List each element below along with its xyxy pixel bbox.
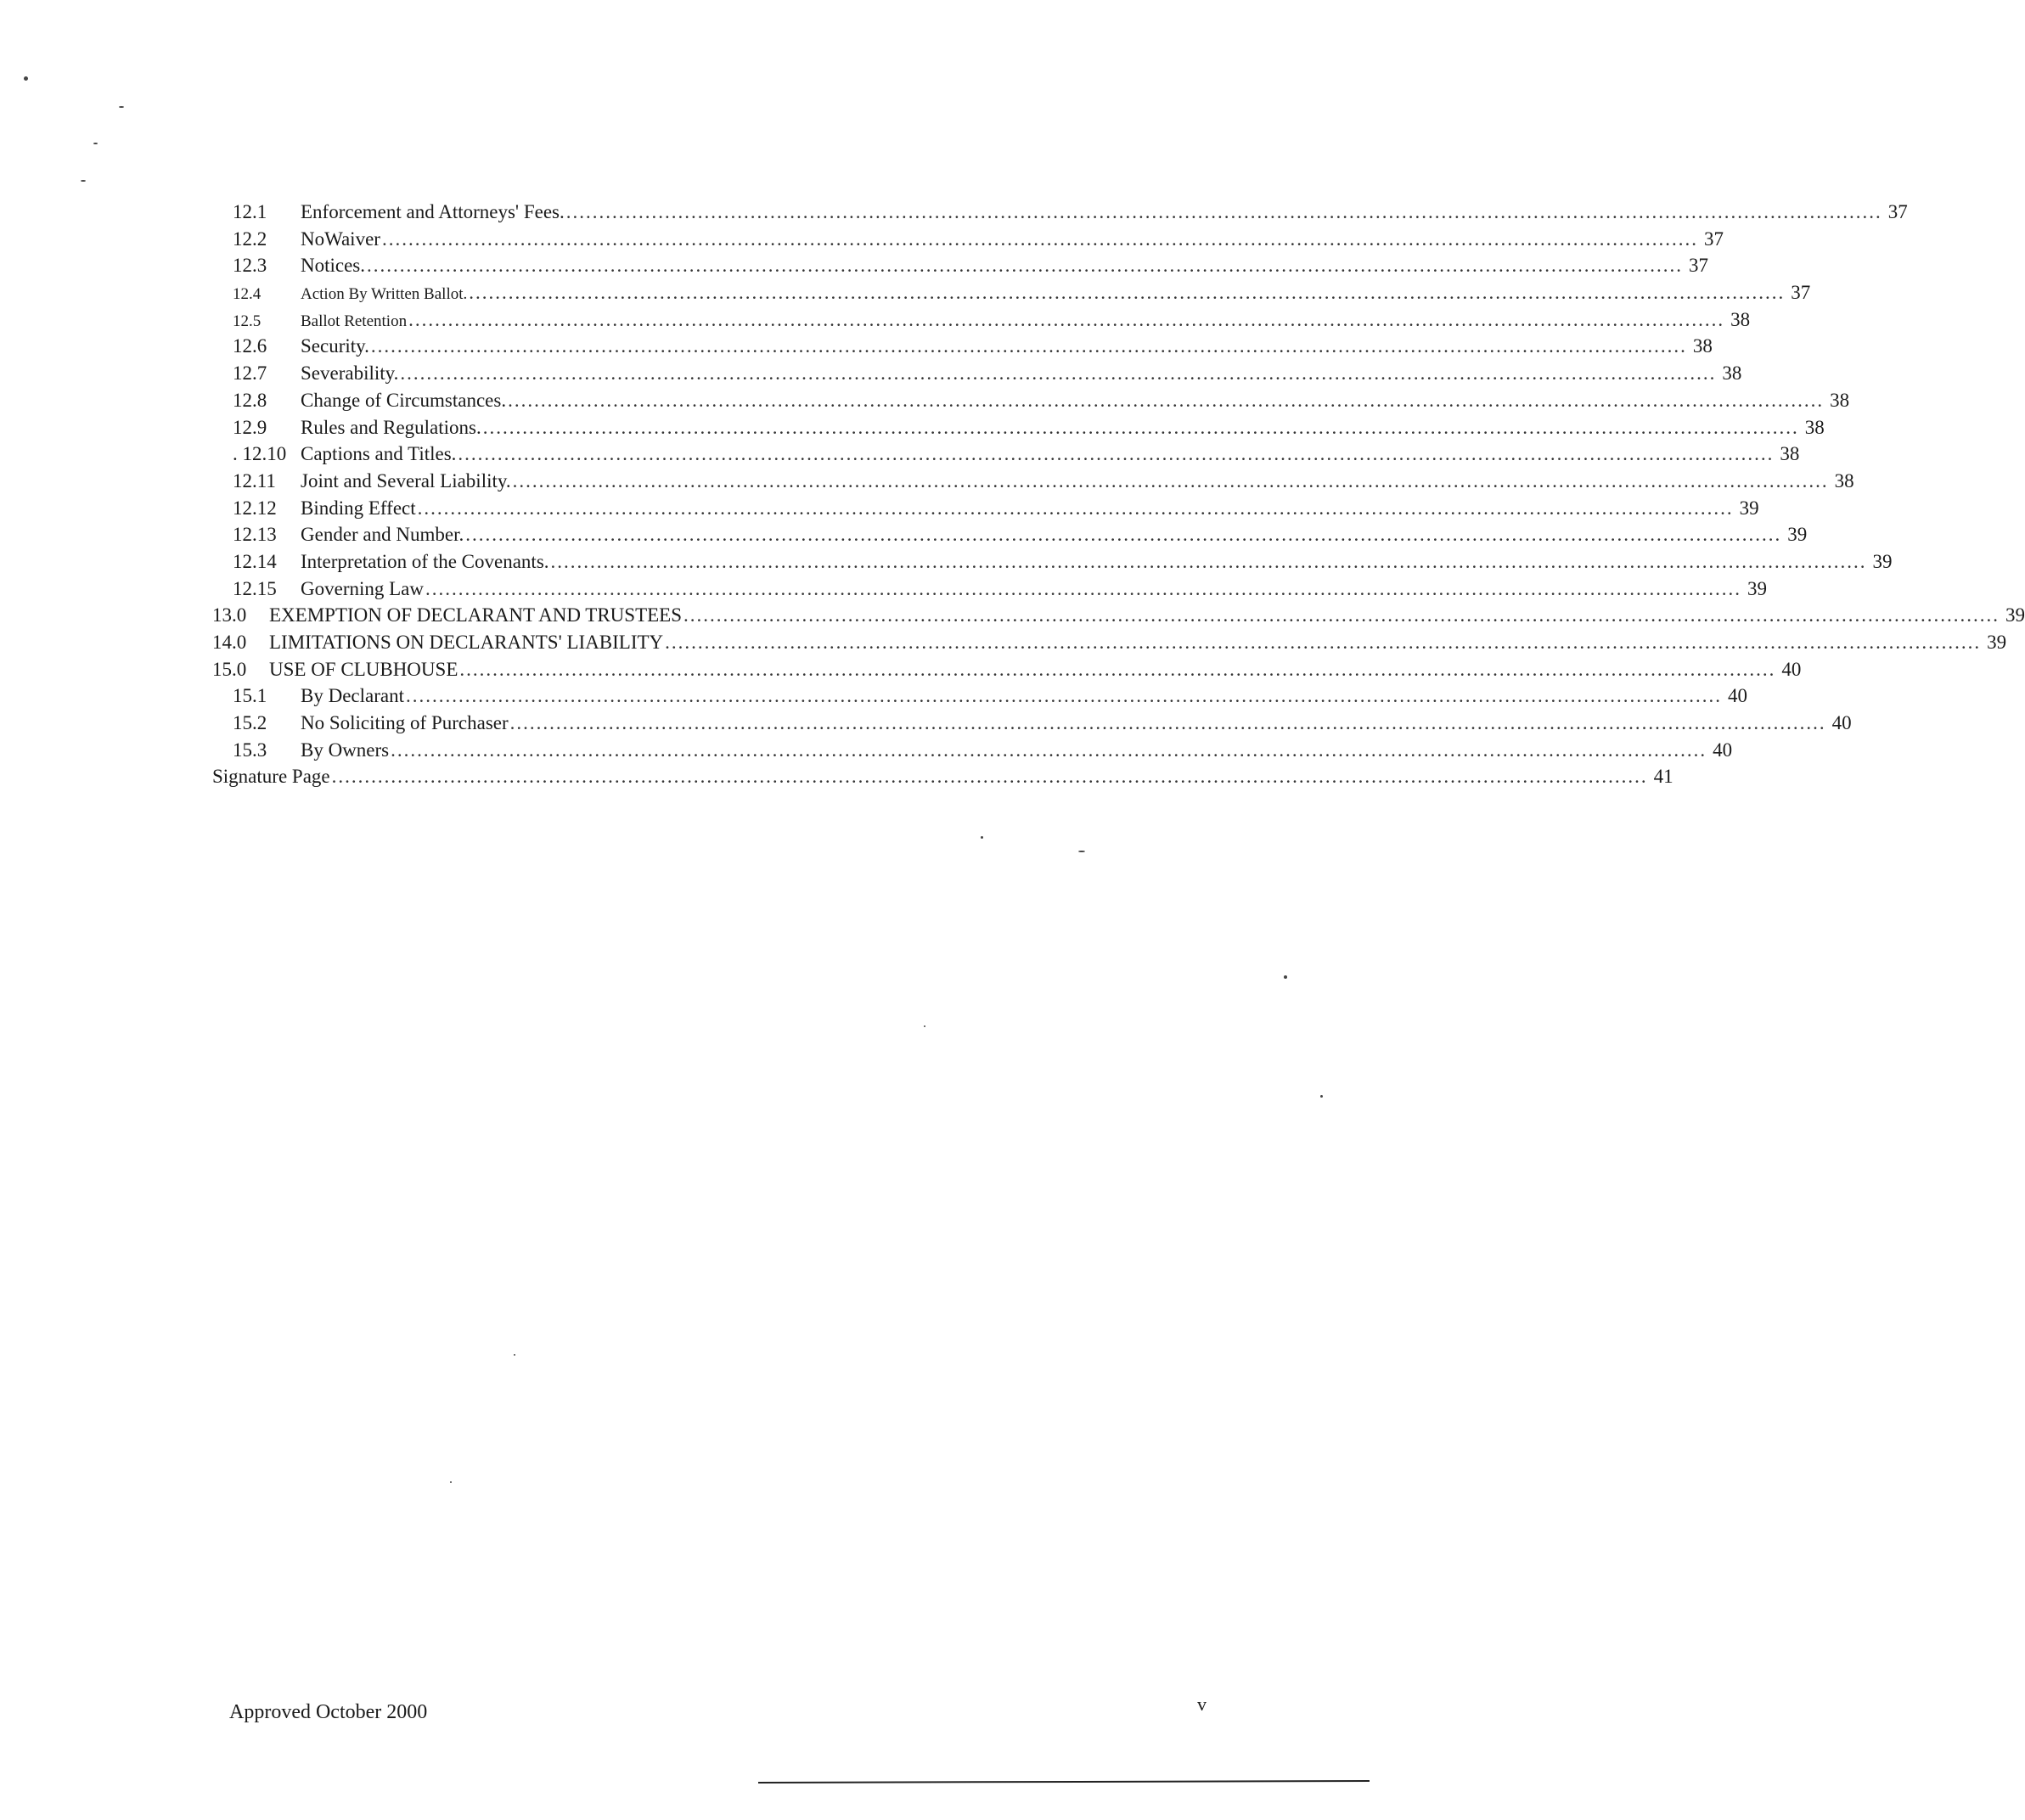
toc-leader-dots: ........................................................................................................................................................................................................ xyxy=(391,739,1707,761)
toc-leader-dots: ........................................................................................................................................................................................................ xyxy=(469,282,1786,304)
toc-entry xyxy=(212,387,1850,414)
toc-entry-page: 41 xyxy=(1653,766,1673,788)
toc-entry xyxy=(212,682,1747,710)
toc-leader-dots: ........................................................................................................................................................................................................ xyxy=(381,228,1698,250)
toc-entry-number: 12.8 xyxy=(233,389,267,411)
toc-entry-page: 40 xyxy=(1727,685,1747,707)
table-of-contents xyxy=(212,199,2025,790)
toc-leader-dots: ........................................................................................................................................................................................................ xyxy=(482,416,1799,438)
toc-entry xyxy=(212,629,2007,656)
toc-entry xyxy=(212,521,1808,548)
toc-entry-page: 38 xyxy=(1804,416,1825,438)
toc-entry-page: 37 xyxy=(1703,228,1724,250)
toc-entry-number: . 12.10 xyxy=(233,443,287,465)
toc-leader-dots: ........................................................................................................................................................................................................ xyxy=(459,658,1776,680)
toc-entry-page: 38 xyxy=(1722,362,1742,385)
scan-speck xyxy=(1284,975,1287,979)
scan-speck xyxy=(450,1481,452,1483)
scan-speck xyxy=(81,180,86,182)
toc-leader-dots: ........................................................................................................................................................................................................ xyxy=(417,497,1734,519)
toc-entry xyxy=(212,548,1893,576)
toc-leader-dots: ........................................................................................................................................................................................................ xyxy=(367,255,1684,277)
toc-entry-title: USE OF CLUBHOUSE xyxy=(269,658,458,680)
toc-entry-number: 12.15 xyxy=(233,577,277,599)
toc-entry-title: Enforcement and Attorneys' Fees. xyxy=(301,201,565,222)
toc-entry-title: Binding Effect xyxy=(301,497,416,519)
toc-entry-title: By Owners xyxy=(301,739,390,761)
toc-entry-title: Ballot Retention xyxy=(301,312,408,330)
toc-entry xyxy=(212,710,1852,737)
toc-entry-number: 15.3 xyxy=(233,739,267,761)
scan-speck xyxy=(1078,851,1085,852)
toc-entry xyxy=(212,226,1724,253)
toc-entry xyxy=(212,441,1800,468)
toc-leader-dots: ........................................................................................................................................................................................................ xyxy=(370,335,1687,357)
toc-entry xyxy=(212,306,1751,334)
toc-entry-title: EXEMPTION OF DECLARANT AND TRUSTEES xyxy=(269,604,683,626)
toc-entry-title: Rules and Regulations. xyxy=(301,416,481,438)
toc-entry xyxy=(212,656,1802,683)
toc-entry xyxy=(212,252,1709,279)
toc-leader-dots: ........................................................................................................................................................................................................ xyxy=(405,685,1722,707)
toc-entry-title: Security. xyxy=(301,335,369,357)
toc-entry-title: LIMITATIONS ON DECLARANTS' LIABILITY xyxy=(269,632,664,653)
toc-entry xyxy=(212,414,1825,441)
toc-entry-page: 38 xyxy=(1830,389,1850,411)
toc-entry-number: 15.1 xyxy=(233,685,267,707)
toc-entry xyxy=(212,333,1713,360)
toc-entry-page: 38 xyxy=(1780,443,1800,465)
toc-entry-title: Signature Page xyxy=(212,766,330,788)
toc-entry xyxy=(212,279,1811,306)
toc-entry xyxy=(212,737,1733,764)
toc-entry-number: 12.3 xyxy=(233,255,267,277)
toc-leader-dots: ........................................................................................................................................................................................................ xyxy=(408,308,1725,330)
toc-leader-dots: ........................................................................................................................................................................................................ xyxy=(683,604,2000,626)
toc-entry-title: Change of Circumstances. xyxy=(301,389,507,411)
toc-entry-page: 40 xyxy=(1781,658,1802,680)
approval-footer: Approved October 2000 xyxy=(229,1701,428,1723)
toc-entry-number: 12.14 xyxy=(233,550,277,572)
toc-entry-number: 12.12 xyxy=(233,497,277,519)
toc-entry-number: 12.13 xyxy=(233,524,277,546)
toc-leader-dots: ........................................................................................................................................................................................................ xyxy=(400,362,1717,385)
toc-entry-title: NoWaiver xyxy=(301,228,380,250)
toc-entry-page: 37 xyxy=(1791,282,1811,304)
toc-entry-title: Interpretation of the Covenants. xyxy=(301,550,549,572)
bottom-rule xyxy=(758,1780,1370,1783)
toc-entry-number: 12.5 xyxy=(233,312,262,330)
toc-entry-number: 15.0 xyxy=(212,658,247,680)
toc-entry-title: Action By Written Ballot. xyxy=(301,285,468,304)
toc-entry-title: By Declarant xyxy=(301,685,404,707)
toc-leader-dots: ........................................................................................................................................................................................................ xyxy=(465,524,1782,546)
toc-entry-page: 38 xyxy=(1834,469,1854,492)
scan-speck xyxy=(93,143,98,144)
toc-leader-dots: ........................................................................................................................................................................................................ xyxy=(331,766,1648,788)
toc-entry-page: 40 xyxy=(1831,712,1852,734)
toc-entry-number: 12.9 xyxy=(233,416,267,438)
toc-entry-number: 12.6 xyxy=(233,335,267,357)
page-numeral: v xyxy=(1197,1694,1207,1715)
toc-entry-title: Severability. xyxy=(301,362,399,385)
toc-entry-page: 38 xyxy=(1730,308,1751,330)
toc-entry-number: 12.4 xyxy=(233,285,262,304)
toc-entry-number: 14.0 xyxy=(212,632,247,653)
toc-entry-title: Joint and Several Liability. xyxy=(301,469,511,492)
toc-entry-title: Notices. xyxy=(301,255,366,277)
toc-entry-page: 39 xyxy=(1739,497,1759,519)
toc-leader-dots: ........................................................................................................................................................................................................ xyxy=(512,469,1829,492)
toc-entry xyxy=(212,360,1742,387)
scan-speck xyxy=(924,1025,925,1027)
toc-entry-number: 12.11 xyxy=(233,469,276,492)
toc-leader-dots: ........................................................................................................................................................................................................ xyxy=(508,389,1825,411)
toc-entry xyxy=(212,468,1854,495)
toc-entry-page: 39 xyxy=(2005,604,2025,626)
toc-entry-number: 15.2 xyxy=(233,712,267,734)
toc-entry-page: 39 xyxy=(1872,550,1893,572)
toc-entry-number: 12.2 xyxy=(233,228,267,250)
toc-leader-dots: ........................................................................................................................................................................................................ xyxy=(565,201,1882,222)
toc-entry-title: Captions and Titles. xyxy=(301,443,457,465)
toc-entry-number: 12.1 xyxy=(233,201,267,222)
toc-entry xyxy=(212,576,1767,603)
toc-entry-page: 37 xyxy=(1887,201,1908,222)
toc-entry-number: 12.7 xyxy=(233,362,267,385)
toc-entry xyxy=(212,199,1908,226)
toc-entry-page: 39 xyxy=(1987,632,2007,653)
toc-leader-dots: ........................................................................................................................................................................................................ xyxy=(665,632,1982,653)
toc-leader-dots: ........................................................................................................................................................................................................ xyxy=(458,443,1775,465)
toc-entry xyxy=(212,763,1673,790)
toc-entry-title: Governing Law xyxy=(301,577,424,599)
scan-speck xyxy=(24,76,28,81)
toc-entry-number: 13.0 xyxy=(212,604,247,626)
toc-entry-page: 39 xyxy=(1787,524,1808,546)
toc-entry-title: Gender and Number. xyxy=(301,524,464,546)
toc-entry xyxy=(212,495,1759,522)
scan-speck xyxy=(514,1354,515,1356)
toc-entry xyxy=(212,602,2025,629)
scan-speck xyxy=(981,836,983,839)
scan-speck xyxy=(1320,1095,1323,1098)
toc-entry-page: 40 xyxy=(1713,739,1733,761)
scan-speck xyxy=(119,106,124,108)
toc-entry-title: No Soliciting of Purchaser xyxy=(301,712,509,734)
toc-entry-page: 37 xyxy=(1689,255,1709,277)
toc-leader-dots: ........................................................................................................................................................................................................ xyxy=(550,550,1867,572)
toc-entry-page: 38 xyxy=(1692,335,1713,357)
toc-leader-dots: ........................................................................................................................................................................................................ xyxy=(425,577,1741,599)
toc-leader-dots: ........................................................................................................................................................................................................ xyxy=(509,712,1826,734)
toc-entry-page: 39 xyxy=(1747,577,1767,599)
